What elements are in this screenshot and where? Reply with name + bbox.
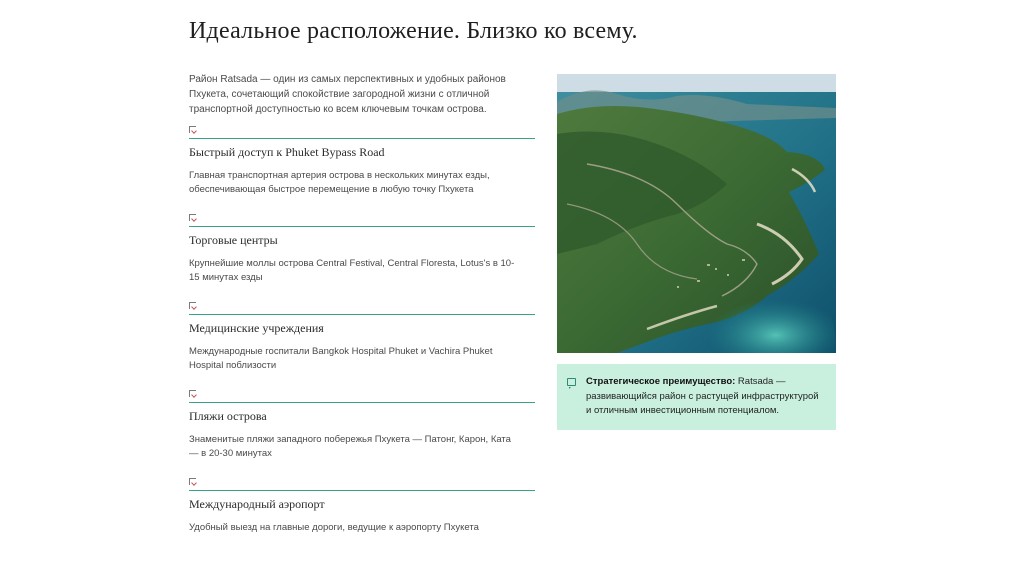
feature-description: Главная транспортная артерия острова в нескольких минутах езды, обеспечивающая быстрое перемещение в любую точку Пхукета [189,170,490,195]
feature-item [189,124,535,212]
feature-title: Международный аэропорт [189,497,325,511]
feature-divider [189,402,535,403]
check-marker-icon [189,478,196,485]
feature-item [189,300,535,388]
page-title: Идеальное расположение. Близко ко всему. [189,18,638,44]
advantage-label: Стратегическое преимущество: [586,376,736,387]
feature-title: Быстрый доступ к Phuket Bypass Road [189,145,385,159]
feature-item [189,212,535,300]
intro-text: Район Ratsada — один из самых перспективных и удобных районов Пхукета, сочетающий спокойствие загородной жизни с отличной транспортной доступностью ко всем ключевым точкам острова. [189,74,506,115]
feature-description: Крупнейшие моллы острова Central Festival, Central Floresta, Lotus's в 10-15 минутах езды [189,258,515,283]
check-marker-icon [189,214,196,221]
advantage-body: Ratsada — развивающийся район с растущей инфраструктурой и отличным инвестиционным потенциалом. [586,376,819,416]
feature-description: Удобный выезд на главные дороги, ведущие к аэропорту Пхукета [189,522,479,533]
feature-divider [189,226,535,227]
feature-divider [189,490,535,491]
aerial-coast-photo [557,74,836,353]
feature-title: Медицинские учреждения [189,321,324,335]
comment-icon [567,378,576,386]
check-marker-icon [189,302,196,309]
feature-description: Международные госпитали Bangkok Hospital Phuket и Vachira Phuket Hospital поблизости [189,346,493,371]
feature-description: Знаменитые пляжи западного побережья Пхукета — Патонг, Карон, Ката — в 20-30 минутах [189,434,511,459]
feature-list [189,124,535,564]
check-marker-icon [189,126,196,133]
advantage-text [586,375,826,419]
check-marker-icon [189,390,196,397]
feature-divider [189,314,535,315]
feature-title: Торговые центры [189,233,278,247]
feature-item [189,476,535,564]
feature-divider [189,138,535,139]
feature-item [189,388,535,476]
advantage-callout [557,364,836,430]
feature-title: Пляжи острова [189,409,267,423]
